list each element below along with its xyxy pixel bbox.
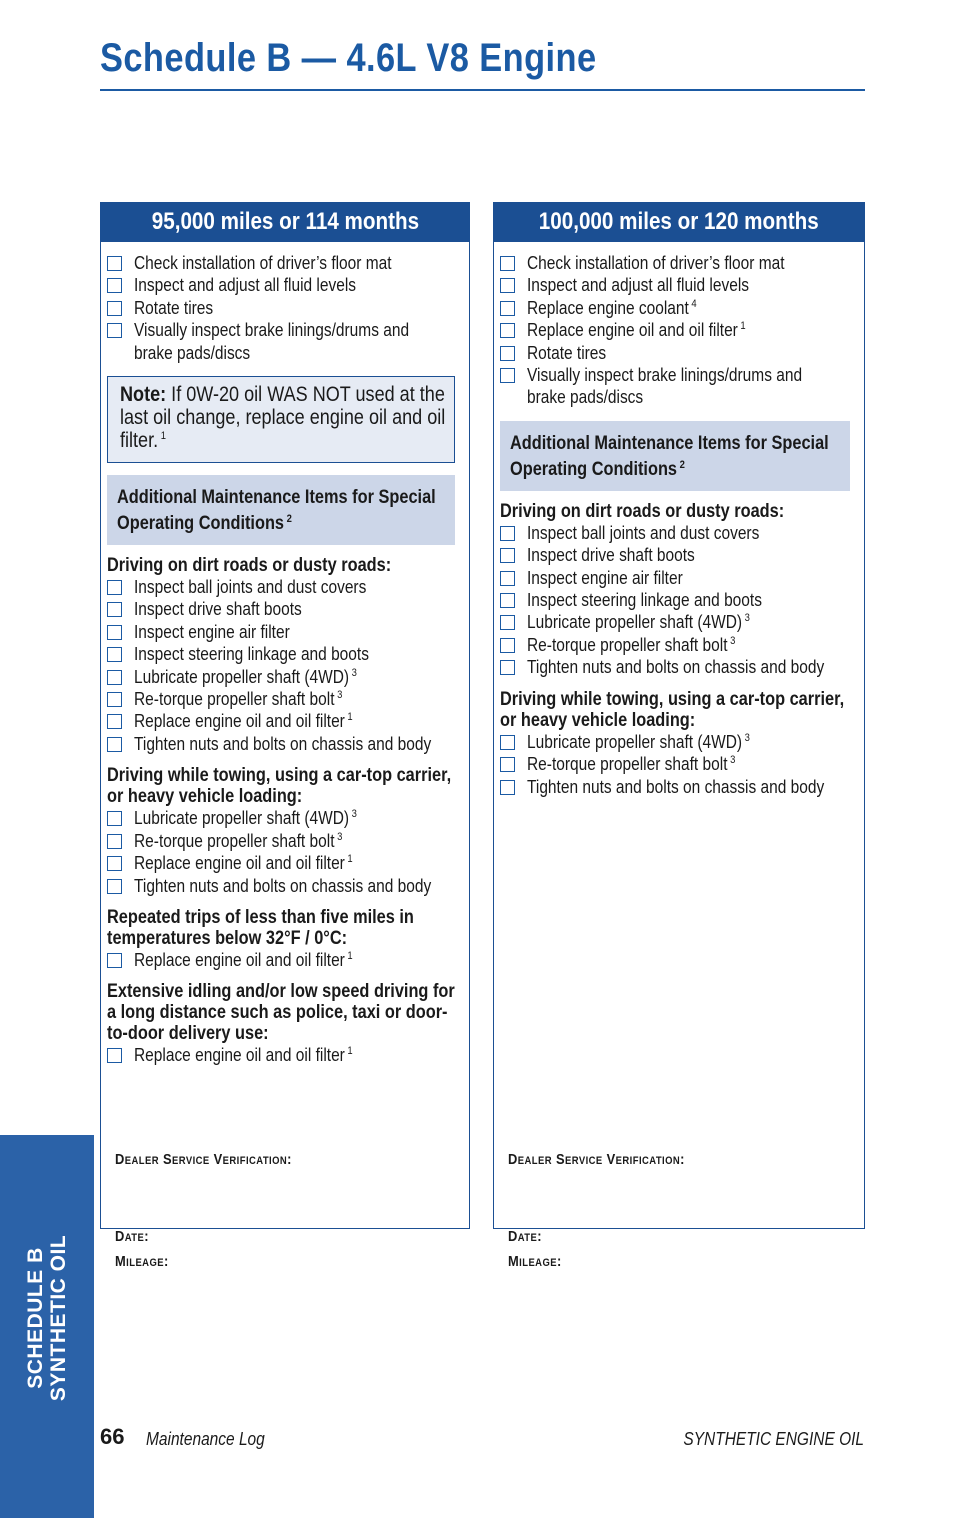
interval-column-95000 xyxy=(100,202,470,1270)
checklist-item[interactable] xyxy=(107,1044,463,1066)
date-label: Date: xyxy=(508,1228,542,1245)
condition-checklist xyxy=(107,576,463,755)
checklist-item-label: Check installation of driver’s floor mat xyxy=(134,253,392,273)
interval-header: 95,000 miles or 114 months xyxy=(100,202,470,242)
checkbox-icon[interactable] xyxy=(107,580,122,595)
checkbox-icon[interactable] xyxy=(107,811,122,826)
checklist-item-label: Tighten nuts and bolts on chassis and body xyxy=(134,733,432,754)
checklist-item[interactable] xyxy=(107,830,463,852)
footnote-marker: 3 xyxy=(351,666,357,679)
checklist-item[interactable] xyxy=(107,807,463,829)
checklist-item[interactable] xyxy=(500,611,858,633)
checkbox-icon[interactable] xyxy=(107,278,122,293)
footnote-marker: 3 xyxy=(337,830,343,843)
checkbox-icon[interactable] xyxy=(107,602,122,617)
checkbox-icon[interactable] xyxy=(107,647,122,662)
checklist-item[interactable] xyxy=(500,252,858,274)
checklist-item-label: Inspect ball joints and dust covers xyxy=(134,577,367,598)
dealer-verification-label: Dealer Service Verification: xyxy=(115,1151,292,1168)
checklist-item[interactable] xyxy=(107,733,463,755)
condition-checklist xyxy=(107,807,463,897)
interval-body xyxy=(493,242,865,1270)
footnote-marker: 1 xyxy=(347,1045,353,1058)
condition-heading: Driving while towing, using a car-top carrier, or heavy vehicle loading: xyxy=(500,688,845,731)
mileage-label: Mileage: xyxy=(508,1253,562,1270)
condition-checklist xyxy=(107,949,463,971)
checkbox-icon[interactable] xyxy=(500,735,515,750)
checklist-item[interactable] xyxy=(107,643,463,665)
checkbox-icon[interactable] xyxy=(107,953,122,968)
condition-checklist xyxy=(500,522,858,679)
checklist-item-label: Replace engine oil and oil filter $^1$ xyxy=(134,949,353,970)
checklist-item-label: Lubricate propeller shaft (4WD) $^3$ xyxy=(134,666,357,687)
checkbox-icon[interactable] xyxy=(500,757,515,772)
checkbox-icon[interactable] xyxy=(500,660,515,675)
date-label: Date: xyxy=(115,1228,149,1245)
checkbox-icon[interactable] xyxy=(107,1048,122,1063)
checklist-item-label: Re-torque propeller shaft bolt $^3$ xyxy=(527,754,736,775)
checkbox-icon[interactable] xyxy=(107,625,122,640)
note-box xyxy=(107,376,455,463)
checklist-item-label: Replace engine oil and oil filter $^1$ xyxy=(527,320,746,341)
footnote-marker: 1 xyxy=(740,320,746,333)
checklist-item[interactable] xyxy=(500,319,858,341)
checklist-item[interactable] xyxy=(107,319,463,364)
checklist-item-label: Tighten nuts and bolts on chassis and body xyxy=(527,657,825,678)
checkbox-icon[interactable] xyxy=(500,615,515,630)
checkbox-icon[interactable] xyxy=(500,548,515,563)
checklist-item-label: Lubricate propeller shaft (4WD) $^3$ xyxy=(134,808,357,829)
page-number: 66 xyxy=(100,1424,125,1449)
checklist-item[interactable] xyxy=(107,688,463,710)
checkbox-icon[interactable] xyxy=(500,780,515,795)
checkbox-icon[interactable] xyxy=(500,346,515,361)
checklist-item[interactable] xyxy=(107,252,463,274)
condition-checklist xyxy=(107,1044,463,1066)
checkbox-icon[interactable] xyxy=(107,879,122,894)
checklist-item-label: Inspect and adjust all fluid levels xyxy=(527,275,750,296)
special-conditions xyxy=(107,555,463,1067)
checkbox-icon[interactable] xyxy=(107,856,122,871)
checklist-item[interactable] xyxy=(107,297,463,319)
note-label: Note: xyxy=(120,383,167,407)
dealer-verification-label: Dealer Service Verification: xyxy=(508,1151,685,1168)
condition-heading: Driving on dirt roads or dusty roads: xyxy=(500,500,785,522)
title-rule xyxy=(100,89,865,91)
checkbox-icon[interactable] xyxy=(107,692,122,707)
checklist-item-label: Re-torque propeller shaft bolt $^3$ xyxy=(527,634,736,655)
footnote-marker: 3 xyxy=(351,808,357,821)
interval-column-100000 xyxy=(493,202,865,1270)
checklist-item-label: Rotate tires xyxy=(134,297,214,318)
note-footnote: 1 xyxy=(160,430,166,443)
checkbox-icon[interactable] xyxy=(107,323,122,338)
checklist-item[interactable] xyxy=(500,731,858,753)
footnote-marker: 3 xyxy=(730,634,736,647)
checkbox-icon[interactable] xyxy=(500,301,515,316)
checklist-item[interactable] xyxy=(107,852,463,874)
note-text: If 0W-20 oil WAS NOT used at the last oil change, replace engine oil and oil filter. xyxy=(120,383,446,453)
checklist-item[interactable] xyxy=(500,522,858,544)
checklist-item[interactable] xyxy=(500,297,858,319)
checklist-item-label: Inspect steering linkage and boots xyxy=(134,644,369,665)
checklist-item-label: Replace engine oil and oil filter $^1$ xyxy=(134,853,353,874)
checklist-item[interactable] xyxy=(107,710,463,732)
checkbox-icon[interactable] xyxy=(500,638,515,653)
footnote-marker: 3 xyxy=(744,612,750,625)
checkbox-icon[interactable] xyxy=(107,737,122,752)
condition-heading: Extensive idling and/or low speed driving for a long distance such as police, taxi or door-to-door delivery use: xyxy=(107,981,455,1045)
interval-body xyxy=(100,242,470,1270)
checklist-item[interactable] xyxy=(107,576,463,598)
checklist-item[interactable] xyxy=(107,274,463,296)
checklist-item-label: Inspect drive shaft boots xyxy=(527,545,695,566)
checklist-item-label: Tighten nuts and bolts on chassis and body xyxy=(134,875,432,896)
checklist-item[interactable] xyxy=(107,598,463,620)
checklist-item-label: Inspect engine air filter xyxy=(527,567,683,588)
special-conditions xyxy=(500,501,858,798)
footnote-marker: 3 xyxy=(337,689,343,702)
checkbox-icon[interactable] xyxy=(500,368,515,383)
checklist-item[interactable] xyxy=(500,776,858,798)
checklist-item[interactable] xyxy=(500,274,858,296)
checklist-item-label: Check installation of driver’s floor mat xyxy=(527,253,785,273)
interval-header: 100,000 miles or 120 months xyxy=(493,202,865,242)
checkbox-icon[interactable] xyxy=(500,256,515,271)
checkbox-icon[interactable] xyxy=(500,278,515,293)
checklist-item-label: Re-torque propeller shaft bolt $^3$ xyxy=(134,689,343,710)
checklist-item-label: Inspect steering linkage and boots xyxy=(527,590,762,611)
footer-right-label: SYNTHETIC ENGINE OIL xyxy=(683,1429,864,1449)
checklist-item-label: Re-torque propeller shaft bolt $^3$ xyxy=(134,830,343,851)
checklist-item[interactable] xyxy=(107,621,463,643)
condition-heading: Repeated trips of less than five miles in temperatures below 32°F / 0°C: xyxy=(107,906,414,949)
section-side-tab-label: SCHEDULE B SYNTHETIC OIL xyxy=(24,1234,70,1402)
footnote-marker: 1 xyxy=(347,711,353,724)
checkbox-icon[interactable] xyxy=(107,256,122,271)
checklist-item-label: Inspect drive shaft boots xyxy=(134,599,302,620)
checkbox-icon[interactable] xyxy=(107,714,122,729)
checklist-item-label: Lubricate propeller shaft (4WD) $^3$ xyxy=(527,731,750,752)
checklist-item-label: Replace engine oil and oil filter $^1$ xyxy=(134,711,353,732)
condition-heading: Driving on dirt roads or dusty roads: xyxy=(107,555,392,577)
checklist-item[interactable] xyxy=(500,567,858,589)
checklist xyxy=(500,252,858,409)
mileage-label: Mileage: xyxy=(115,1253,169,1270)
checklist-item-label: Replace engine oil and oil filter $^1$ xyxy=(134,1045,353,1066)
checklist-item[interactable] xyxy=(107,875,463,897)
checklist-item[interactable] xyxy=(500,364,858,409)
footnote-marker: 1 xyxy=(347,853,353,866)
checkbox-icon[interactable] xyxy=(500,526,515,541)
checklist-item-label: Visually inspect brake linings/drums and brake pads/discs xyxy=(527,365,803,408)
checklist-item[interactable] xyxy=(500,634,858,656)
footer-section-label: Maintenance Log xyxy=(146,1429,265,1449)
checkbox-icon[interactable] xyxy=(107,834,122,849)
condition-heading: Driving while towing, using a car-top carrier, or heavy vehicle loading: xyxy=(107,765,452,808)
checklist-item[interactable] xyxy=(107,949,463,971)
condition-checklist xyxy=(500,731,858,798)
checklist-item[interactable] xyxy=(107,666,463,688)
checkbox-icon[interactable] xyxy=(500,571,515,586)
page-title: Schedule B — 4.6L V8 Engine xyxy=(100,36,597,80)
checklist-item-label: Visually inspect brake linings/drums and brake pads/discs xyxy=(134,320,410,363)
checklist-item[interactable] xyxy=(500,656,858,678)
additional-items-heading: Additional Maintenance Items for Special Operating Conditions $^2$ xyxy=(500,421,850,491)
checkbox-icon[interactable] xyxy=(500,323,515,338)
checkbox-icon[interactable] xyxy=(107,670,122,685)
checklist-item-label: Rotate tires xyxy=(527,342,607,363)
checklist-item[interactable] xyxy=(500,342,858,364)
footnote-marker: 1 xyxy=(347,949,353,962)
checklist-item-label: Tighten nuts and bolts on chassis and body xyxy=(527,776,825,797)
checklist-item[interactable] xyxy=(500,589,858,611)
checklist-item-label: Inspect engine air filter xyxy=(134,621,290,642)
additional-items-heading: Additional Maintenance Items for Special Operating Conditions $^2$ xyxy=(107,475,455,545)
checkbox-icon[interactable] xyxy=(500,593,515,608)
checklist xyxy=(107,252,463,364)
checkbox-icon[interactable] xyxy=(107,301,122,316)
checklist-item[interactable] xyxy=(500,753,858,775)
checklist-item[interactable] xyxy=(500,544,858,566)
checklist-item-label: Lubricate propeller shaft (4WD) $^3$ xyxy=(527,612,750,633)
footnote-marker: 3 xyxy=(730,754,736,767)
footnote-marker: 3 xyxy=(744,731,750,744)
footnote-marker: 4 xyxy=(691,297,697,310)
checklist-item-label: Inspect ball joints and dust covers xyxy=(527,522,760,543)
checklist-item-label: Replace engine coolant $^4$ xyxy=(527,297,697,318)
checklist-item-label: Inspect and adjust all fluid levels xyxy=(134,275,357,296)
